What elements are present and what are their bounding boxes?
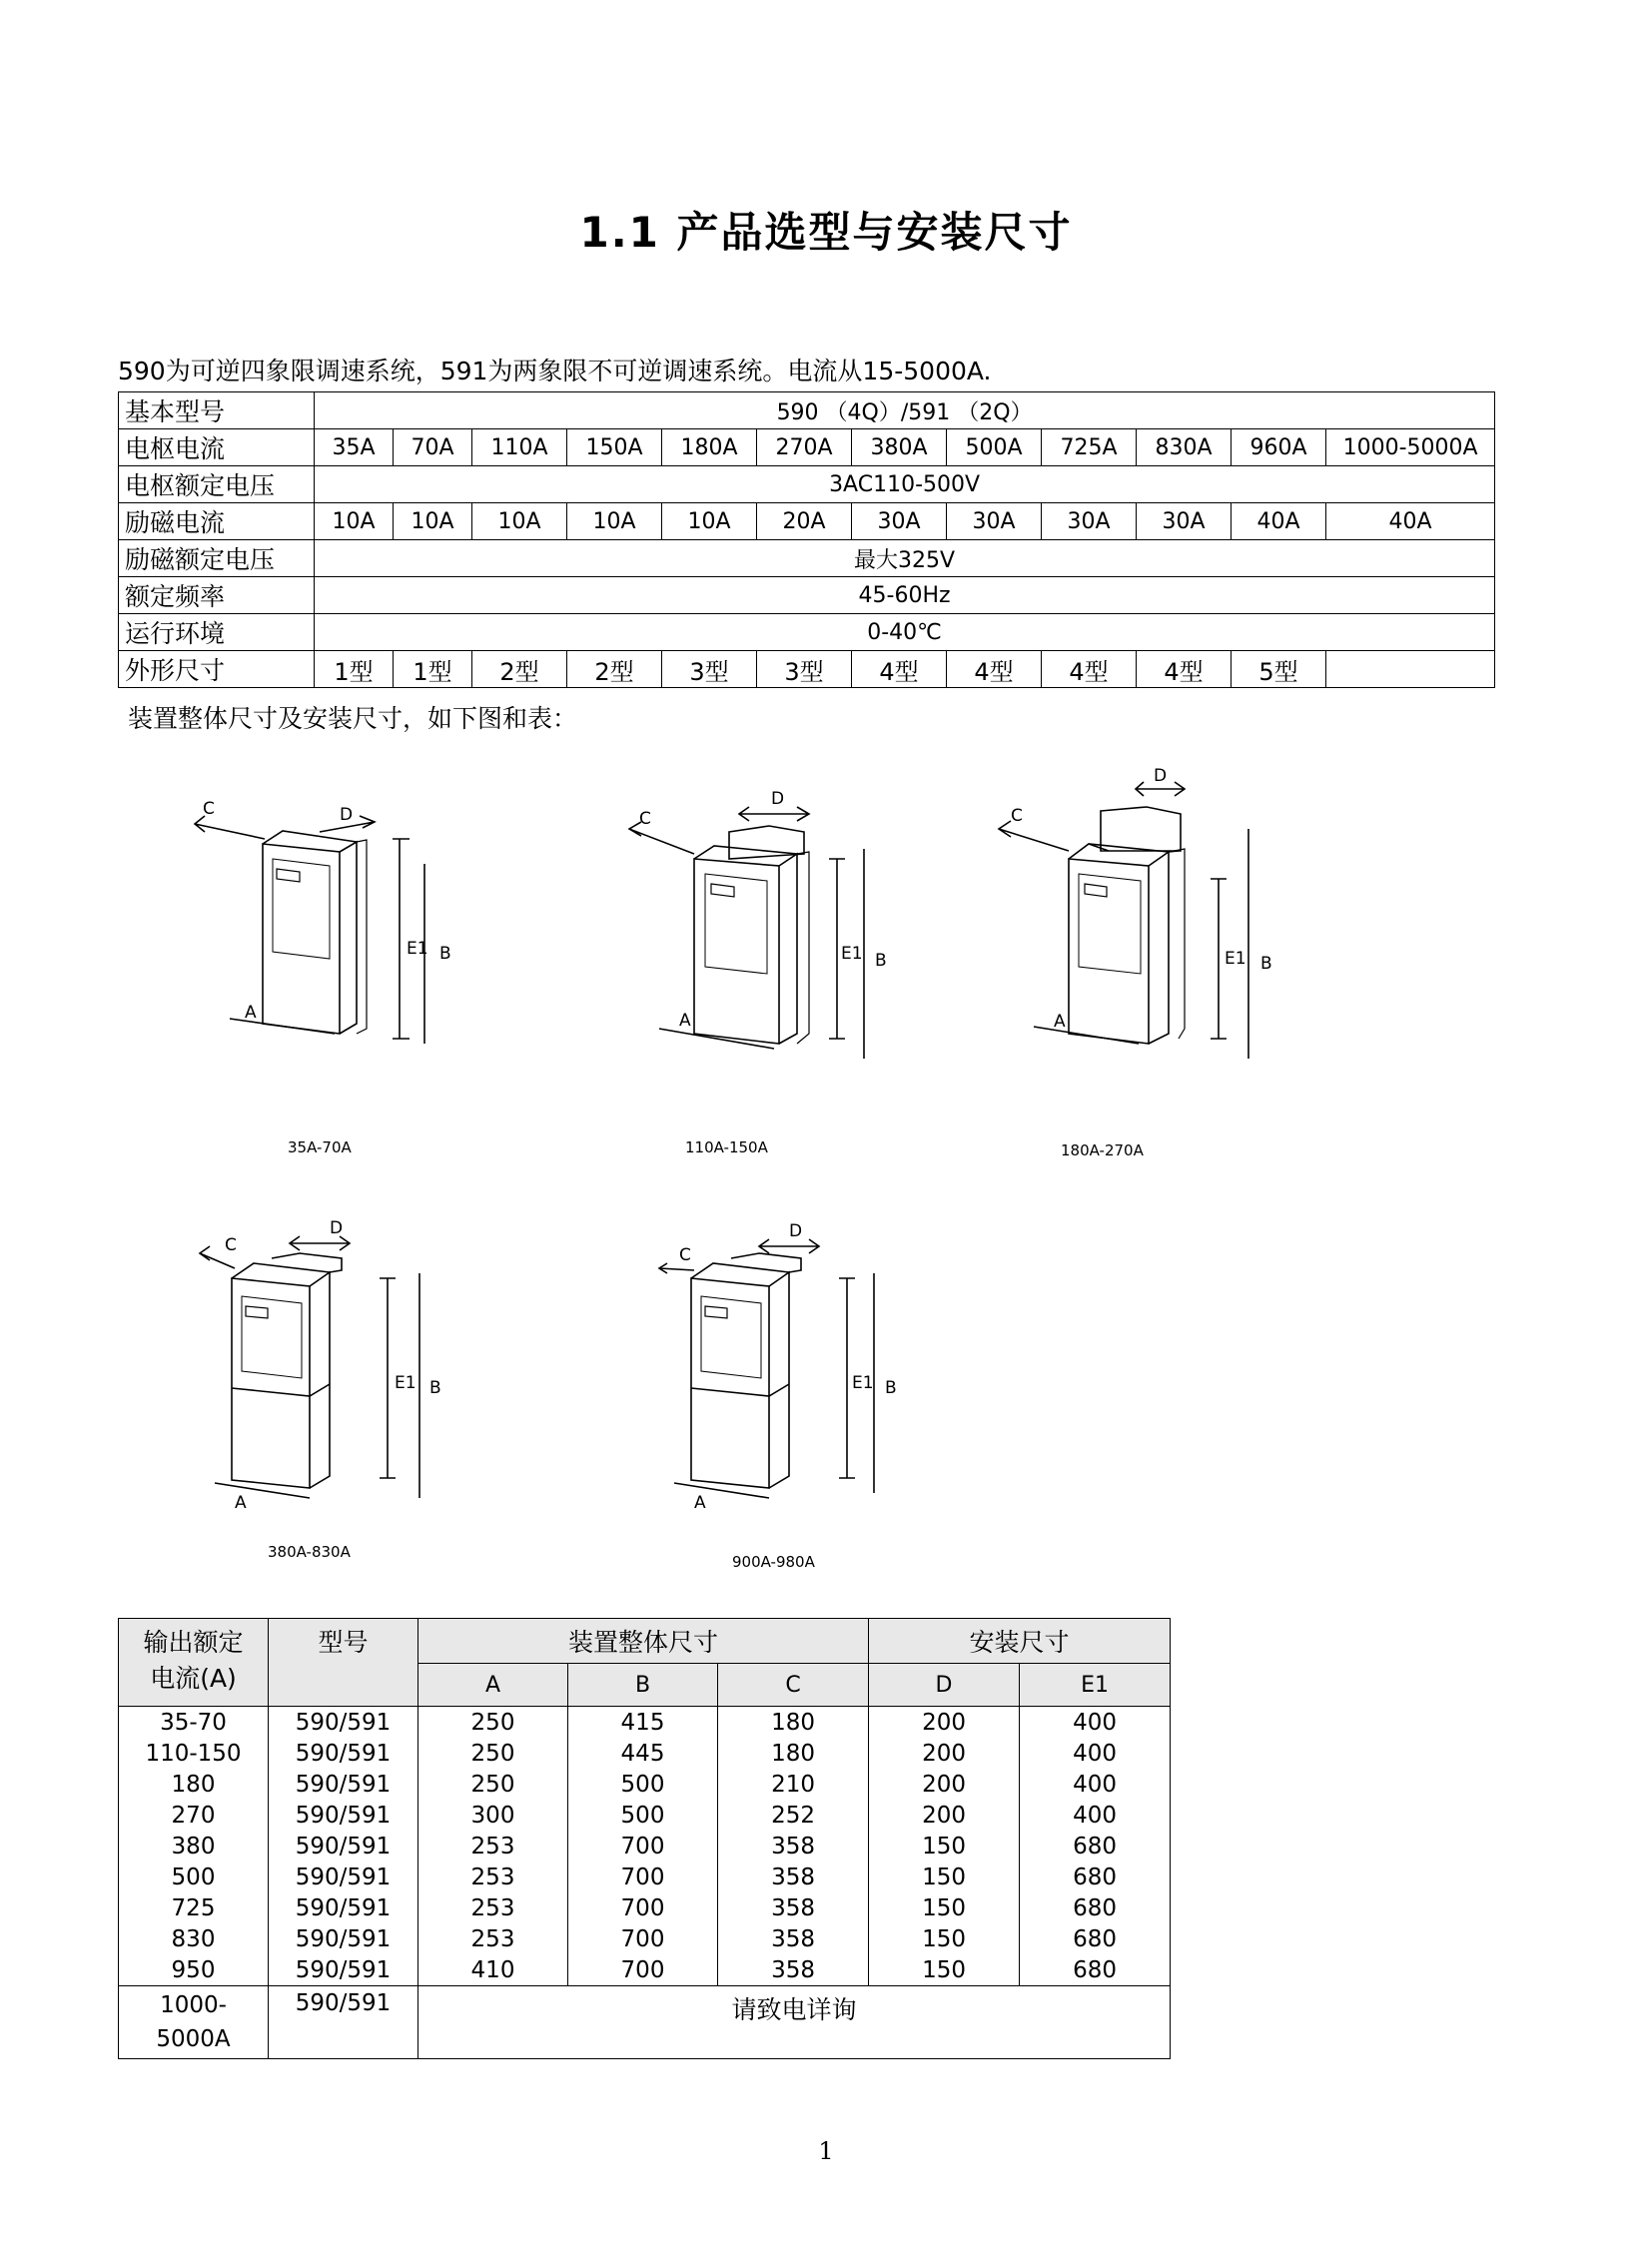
table-cell: 590/591 bbox=[269, 1892, 418, 1923]
spec-cell: 3AC110-500V bbox=[315, 466, 1495, 503]
page-title: 1.1 产品选型与安装尺寸 bbox=[579, 208, 1073, 257]
dim-label-a: A bbox=[245, 1003, 257, 1023]
spec-cell: 180A bbox=[662, 429, 757, 466]
page-number: 1 bbox=[818, 2137, 834, 2165]
spec-cell bbox=[1326, 651, 1495, 688]
dim-label-d: D bbox=[771, 789, 785, 809]
table-cell: 210 bbox=[718, 1769, 869, 1800]
header-b: B bbox=[568, 1664, 718, 1707]
table-cell: 253 bbox=[418, 1892, 568, 1923]
dim-label-d: D bbox=[340, 805, 354, 825]
spec-cell: 70A bbox=[394, 429, 472, 466]
table-cell: 380 bbox=[119, 1831, 269, 1862]
spec-cell: 10A bbox=[394, 503, 472, 540]
spec-cell: 3型 bbox=[662, 651, 757, 688]
spec-cell: 380A bbox=[852, 429, 947, 466]
dim-label-c: C bbox=[1011, 806, 1023, 826]
table-cell: 400 bbox=[1020, 1707, 1171, 1739]
table-cell: 180 bbox=[718, 1738, 869, 1769]
dim-header-row bbox=[119, 1619, 1171, 1664]
header-current bbox=[119, 1619, 269, 1707]
dim-label-c: C bbox=[639, 809, 651, 829]
dim-label-c: C bbox=[203, 799, 215, 819]
header-e1: E1 bbox=[1020, 1664, 1171, 1707]
dim-row-large bbox=[119, 1986, 1171, 2059]
table-cell: 300 bbox=[418, 1800, 568, 1831]
spec-cell: 最大325V bbox=[315, 540, 1495, 577]
dimension-table bbox=[118, 1618, 1171, 2059]
spec-row-environment bbox=[119, 614, 1495, 651]
dim-label-b: B bbox=[885, 1378, 897, 1398]
header-a: A bbox=[418, 1664, 568, 1707]
table-cell: 400 bbox=[1020, 1738, 1171, 1769]
table-cell: 250 bbox=[418, 1769, 568, 1800]
table-cell: 200 bbox=[869, 1800, 1020, 1831]
table-cell: 35-70 bbox=[119, 1707, 269, 1739]
table-row bbox=[119, 1769, 1171, 1800]
dim-label-e1: E1 bbox=[395, 1373, 416, 1393]
spec-cell: 830A bbox=[1137, 429, 1232, 466]
table-cell: 150 bbox=[869, 1862, 1020, 1892]
cell-current-line1: 1000- bbox=[160, 1992, 227, 2018]
spec-cell: 45-60Hz bbox=[315, 577, 1495, 614]
table-cell: 590/591 bbox=[269, 1954, 418, 1986]
table-cell: 250 bbox=[418, 1738, 568, 1769]
table-row bbox=[119, 1954, 1171, 1986]
dim-label-a: A bbox=[1054, 1012, 1066, 1032]
table-row bbox=[119, 1707, 1171, 1739]
table-cell: 590/591 bbox=[269, 1862, 418, 1892]
cell-note: 请致电详询 bbox=[418, 1986, 1171, 2059]
spec-cell: 30A bbox=[852, 503, 947, 540]
spec-cell: 3型 bbox=[757, 651, 852, 688]
table-cell: 358 bbox=[718, 1831, 869, 1862]
table-cell: 200 bbox=[869, 1769, 1020, 1800]
table-cell: 700 bbox=[568, 1831, 718, 1862]
spec-cell: 1000-5000A bbox=[1326, 429, 1495, 466]
figure-label-180a-270a: 180A-270A bbox=[1061, 1141, 1144, 1159]
spec-cell: 20A bbox=[757, 503, 852, 540]
spec-cell: 500A bbox=[947, 429, 1042, 466]
spec-cell: 40A bbox=[1326, 503, 1495, 540]
spec-cell: 4型 bbox=[1042, 651, 1137, 688]
spec-row-label: 电枢额定电压 bbox=[119, 466, 315, 503]
table-cell: 700 bbox=[568, 1892, 718, 1923]
table-cell: 150 bbox=[869, 1954, 1020, 1986]
figure-label-380a-830a: 380A-830A bbox=[268, 1543, 351, 1561]
spec-cell: 4型 bbox=[1137, 651, 1232, 688]
spec-row-armature-voltage bbox=[119, 466, 1495, 503]
table-cell: 200 bbox=[869, 1738, 1020, 1769]
spec-row-label: 励磁额定电压 bbox=[119, 540, 315, 577]
table-cell: 950 bbox=[119, 1954, 269, 1986]
spec-row-model bbox=[119, 392, 1495, 429]
spec-cell: 2型 bbox=[472, 651, 567, 688]
spec-cell: 1型 bbox=[315, 651, 394, 688]
header-overall: 装置整体尺寸 bbox=[418, 1619, 869, 1664]
spec-cell: 0-40℃ bbox=[315, 614, 1495, 651]
spec-row-label: 外形尺寸 bbox=[119, 651, 315, 688]
spec-cell: 30A bbox=[947, 503, 1042, 540]
table-row bbox=[119, 1800, 1171, 1831]
header-current-line1: 输出额定 bbox=[143, 1628, 244, 1657]
table-cell: 500 bbox=[568, 1800, 718, 1831]
spec-row-field-current bbox=[119, 503, 1495, 540]
table-cell: 700 bbox=[568, 1923, 718, 1954]
spec-row-label: 运行环境 bbox=[119, 614, 315, 651]
table-cell: 150 bbox=[869, 1831, 1020, 1862]
table-cell: 358 bbox=[718, 1923, 869, 1954]
table-cell: 200 bbox=[869, 1707, 1020, 1739]
header-mounting: 安装尺寸 bbox=[869, 1619, 1171, 1664]
dim-label-e1: E1 bbox=[852, 1373, 874, 1393]
dim-label-a: A bbox=[694, 1493, 706, 1513]
spec-cell: 10A bbox=[315, 503, 394, 540]
cell-model: 590/591 bbox=[269, 1986, 418, 2059]
figure-label-900a-980a: 900A-980A bbox=[732, 1553, 815, 1571]
table-cell: 358 bbox=[718, 1954, 869, 1986]
table-cell: 500 bbox=[119, 1862, 269, 1892]
table-cell: 410 bbox=[418, 1954, 568, 1986]
dim-label-d: D bbox=[1154, 766, 1168, 786]
figure-caption: 装置整体尺寸及安装尺寸，如下图和表： bbox=[128, 704, 578, 733]
dim-label-a: A bbox=[679, 1011, 691, 1031]
spec-cell: 110A bbox=[472, 429, 567, 466]
header-model: 型号 bbox=[269, 1619, 418, 1707]
figure-label-110a-150a: 110A-150A bbox=[685, 1138, 768, 1156]
table-cell: 590/591 bbox=[269, 1831, 418, 1862]
table-cell: 700 bbox=[568, 1862, 718, 1892]
table-cell: 180 bbox=[718, 1707, 869, 1739]
header-c: C bbox=[718, 1664, 869, 1707]
dim-label-b: B bbox=[875, 951, 887, 971]
drive-figure-frame3 bbox=[989, 759, 1288, 1069]
header-current-line2: 电流(A) bbox=[150, 1664, 237, 1693]
spec-cell: 1型 bbox=[394, 651, 472, 688]
table-cell: 590/591 bbox=[269, 1738, 418, 1769]
table-cell: 253 bbox=[418, 1831, 568, 1862]
spec-cell: 4型 bbox=[852, 651, 947, 688]
spec-cell: 270A bbox=[757, 429, 852, 466]
table-cell: 680 bbox=[1020, 1892, 1171, 1923]
header-d: D bbox=[869, 1664, 1020, 1707]
spec-row-armature-current bbox=[119, 429, 1495, 466]
table-cell: 253 bbox=[418, 1923, 568, 1954]
table-cell: 358 bbox=[718, 1862, 869, 1892]
spec-cell: 10A bbox=[567, 503, 662, 540]
table-cell: 253 bbox=[418, 1862, 568, 1892]
table-cell: 150 bbox=[869, 1892, 1020, 1923]
table-cell: 358 bbox=[718, 1892, 869, 1923]
dim-label-b: B bbox=[1260, 954, 1272, 974]
drive-figure-frame1 bbox=[185, 784, 474, 1044]
table-cell: 110-150 bbox=[119, 1738, 269, 1769]
dim-label-c: C bbox=[225, 1235, 237, 1255]
table-cell: 150 bbox=[869, 1923, 1020, 1954]
spec-cell: 10A bbox=[662, 503, 757, 540]
dim-label-b: B bbox=[429, 1378, 441, 1398]
cell-current-line2: 5000A bbox=[156, 2026, 231, 2052]
drive-figure-frame5 bbox=[649, 1208, 939, 1518]
table-cell: 680 bbox=[1020, 1954, 1171, 1986]
spec-row-label: 额定频率 bbox=[119, 577, 315, 614]
spec-cell: 30A bbox=[1042, 503, 1137, 540]
spec-cell: 2型 bbox=[567, 651, 662, 688]
table-cell: 415 bbox=[568, 1707, 718, 1739]
figure-label-35a-70a: 35A-70A bbox=[288, 1138, 352, 1156]
dim-label-b: B bbox=[439, 944, 451, 964]
table-cell: 830 bbox=[119, 1923, 269, 1954]
spec-row-field-voltage bbox=[119, 540, 1495, 577]
spec-row-frame-size bbox=[119, 651, 1495, 688]
spec-cell: 35A bbox=[315, 429, 394, 466]
table-row bbox=[119, 1892, 1171, 1923]
table-cell: 270 bbox=[119, 1800, 269, 1831]
dim-label-e1: E1 bbox=[1225, 949, 1246, 969]
table-cell: 725 bbox=[119, 1892, 269, 1923]
table-cell: 445 bbox=[568, 1738, 718, 1769]
table-row bbox=[119, 1831, 1171, 1862]
dim-label-e1: E1 bbox=[841, 944, 863, 964]
spec-cell: 30A bbox=[1137, 503, 1232, 540]
table-cell: 400 bbox=[1020, 1800, 1171, 1831]
table-row bbox=[119, 1862, 1171, 1892]
table-cell: 700 bbox=[568, 1954, 718, 1986]
table-cell: 500 bbox=[568, 1769, 718, 1800]
table-cell: 180 bbox=[119, 1769, 269, 1800]
spec-row-label: 励磁电流 bbox=[119, 503, 315, 540]
spec-cell: 40A bbox=[1232, 503, 1326, 540]
table-cell: 680 bbox=[1020, 1923, 1171, 1954]
spec-cell: 150A bbox=[567, 429, 662, 466]
dim-label-e1: E1 bbox=[407, 939, 428, 959]
dim-label-d: D bbox=[789, 1221, 803, 1241]
intro-text: 590为可逆四象限调速系统，591为两象限不可逆调速系统。电流从15-5000A. bbox=[118, 357, 992, 385]
dim-label-c: C bbox=[679, 1245, 691, 1265]
table-cell: 590/591 bbox=[269, 1923, 418, 1954]
spec-cell: 725A bbox=[1042, 429, 1137, 466]
spec-cell: 590 （4Q）/591 （2Q） bbox=[315, 392, 1495, 429]
spec-table bbox=[118, 391, 1495, 688]
table-row bbox=[119, 1923, 1171, 1954]
table-cell: 680 bbox=[1020, 1862, 1171, 1892]
dim-label-a: A bbox=[235, 1493, 247, 1513]
table-cell: 400 bbox=[1020, 1769, 1171, 1800]
table-cell: 680 bbox=[1020, 1831, 1171, 1862]
table-cell: 252 bbox=[718, 1800, 869, 1831]
dim-label-d: D bbox=[330, 1218, 344, 1238]
table-cell: 590/591 bbox=[269, 1707, 418, 1739]
table-cell: 250 bbox=[418, 1707, 568, 1739]
spec-row-label: 基本型号 bbox=[119, 392, 315, 429]
spec-cell: 960A bbox=[1232, 429, 1326, 466]
drive-figure-frame4 bbox=[190, 1208, 479, 1518]
drive-figure-frame2 bbox=[619, 784, 909, 1064]
table-cell: 590/591 bbox=[269, 1769, 418, 1800]
table-row bbox=[119, 1738, 1171, 1769]
spec-cell: 4型 bbox=[947, 651, 1042, 688]
spec-row-frequency bbox=[119, 577, 1495, 614]
cell-current bbox=[119, 1986, 269, 2059]
spec-cell: 5型 bbox=[1232, 651, 1326, 688]
table-cell: 590/591 bbox=[269, 1800, 418, 1831]
spec-row-label: 电枢电流 bbox=[119, 429, 315, 466]
spec-cell: 10A bbox=[472, 503, 567, 540]
